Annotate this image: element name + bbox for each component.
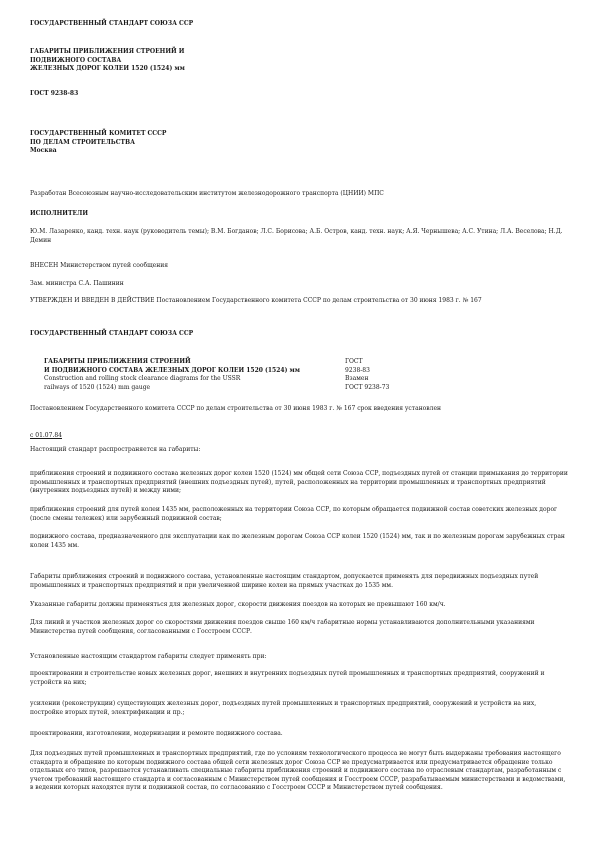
committee-block — [30, 130, 570, 156]
paragraph: приближения строений для путей колеи 1435 мм, расположенных на территории Союза ССР, по которым обращается подвижной состав советских железных дорог (после смены тележек) или зарубежный подвижной состав; — [30, 506, 558, 522]
deputy-minister: Зам. министра С.А. Пашинин — [30, 280, 124, 287]
decree-text: Постановлением Государственного комитета СССР по делам строительства от 30 июня 1983 г. № 167 срок введения установлен — [30, 405, 442, 412]
executors-list: Ю.М. Лазаренко, канд. техн. наук (руководитель темы); В.М. Богданов; Л.С. Борисова; А.Б. Остров, канд. техн. наук; А.Я. Чернышева; А.С. Утина; Л.А. Веселова; Н.Д. Демин — [30, 228, 563, 244]
paragraph: Для подъездных путей промышленных и транспортных предприятий, где по условиям технологического процесса не могут быть выдержаны требования настоящего стандарта и обращение по которым подвижного состава общей сети железных дорог Союза ССР не предусматривается или предусматривается обращение только отдельных его типов, разрешается устанавливать специальные габариты приближения строений и подвижного состава по отраслевым стандартам, разработанным с учетом требований настоящего стандарта и согласованным с Министерством путей сообщения и Госстроем СССР, разрабатываемым министерствами и ведомствами, в ведении которых находятся пути и подвижной состав, по согласованию с Госстроем СССР и Министерством путей сообщения. — [30, 750, 566, 791]
header-gost-label: ГОСТ — [345, 358, 363, 365]
header-english-title: railways of 1520 (1524) mm gauge — [44, 383, 151, 391]
header-title-cell — [44, 358, 354, 392]
paragraph: проектировании и строительстве новых железных дорог, внешних и внутренних подъездных путей промышленных и транспортных предприятий, сооружений и устройств на них; — [30, 670, 545, 686]
title-line: ПОДВИЖНОГО СОСТАВА — [30, 56, 122, 64]
header-code-cell — [345, 358, 465, 392]
approval-statement: УТВЕРЖДЕН И ВВЕДЕН В ДЕЙСТВИЕ Постановлением Государственного комитета СССР по делам строительства от 30 июня 1983 г. № 167 — [30, 297, 482, 304]
header-title-line: ГАБАРИТЫ ПРИБЛИЖЕНИЯ СТРОЕНИЙ — [44, 358, 191, 365]
header-title-line: И ПОДВИЖНОГО СОСТАВА ЖЕЛЕЗНЫХ ДОРОГ КОЛЕИ 1520 (1524) мм — [44, 366, 300, 374]
committee-line: ПО ДЕЛАМ СТРОИТЕЛЬСТВА — [30, 138, 135, 146]
header-replaced-gost: ГОСТ 9238-73 — [345, 383, 390, 391]
paragraph: подвижного состава, предназначенного для эксплуатации как по железным дорогам Союза ССР колеи 1520 (1524) мм, так и по железным дорогам зарубежных стран колеи 1435 мм. — [30, 533, 565, 549]
header-english-title: Construction and rolling stock clearance diagrams for the USSR — [44, 375, 241, 382]
standard-header-2: ГОСУДАРСТВЕННЫЙ СТАНДАРТ СОЮЗА ССР — [30, 330, 194, 337]
introduced-by: ВНЕСЕН Министерством путей сообщения — [30, 262, 169, 269]
paragraph: усилении (реконструкции) существующих железных дорог, подъездных путей промышленных и транспортных предприятий, сооружений и устройств на них, постройке вторых путей, электрификации и пр.; — [30, 700, 537, 716]
title-line: ЖЕЛЕЗНЫХ ДОРОГ КОЛЕИ 1520 (1524) мм — [30, 65, 185, 72]
standard-header: ГОСУДАРСТВЕННЫЙ СТАНДАРТ СОЮЗА ССР — [30, 20, 194, 27]
document-header-table — [30, 358, 570, 398]
title-line: ГАБАРИТЫ ПРИБЛИЖЕНИЯ СТРОЕНИЙ И — [30, 48, 185, 55]
developed-by: Разработан Всесоюзным научно-исследовательским институтом железнодорожного транспорта (ЦНИИ) МПС — [30, 190, 384, 197]
committee-line: Москва — [30, 147, 57, 154]
paragraph: Указанные габариты должны применяться для железных дорог, скорости движения поездов на которых не превышают 160 км/ч. — [30, 601, 446, 608]
header-replaces-label: Взамен — [345, 375, 369, 382]
paragraph: приближения строений и подвижного состава железных дорог колеи 1520 (1524) мм общей сети Союза ССР, подъездных путей от станции примыкания до территории промышленных и транспортных предприятий (внешних подъездных путей), путей, расположенных на территории промышленных и транспортных предприятий (внутренних подъездных путей) и между ними; — [30, 470, 568, 494]
effective-date: с 01.07.84 — [30, 432, 62, 439]
document-title — [30, 48, 570, 74]
committee-line: ГОСУДАРСТВЕННЫЙ КОМИТЕТ СССР — [30, 130, 167, 137]
header-gost-number: 9238-83 — [345, 366, 370, 374]
executors-label: ИСПОЛНИТЕЛИ — [30, 210, 88, 217]
paragraph: Установленные настоящим стандартом габариты следует применять при: — [30, 653, 267, 660]
paragraph: проектировании, изготовлении, модернизации и ремонте подвижного состава. — [30, 730, 283, 737]
paragraph: Настоящий стандарт распространяется на габариты: — [30, 446, 201, 453]
paragraph: Габариты приближения строений и подвижного состава, установленные настоящим стандартом, допускается применять для передвижных подъездных путей промышленных и транспортных предприятий и при увеличенной ширине колеи на прямых участках до 1535 мм. — [30, 573, 539, 589]
gost-code: ГОСТ 9238-83 — [30, 90, 79, 97]
paragraph: Для линий и участков железных дорог со скоростями движения поездов свыше 160 км/ч габаритные нормы устанавливаются дополнительными указаниями Министерства путей сообщения, согласованными с Госстроем СССР. — [30, 619, 535, 635]
